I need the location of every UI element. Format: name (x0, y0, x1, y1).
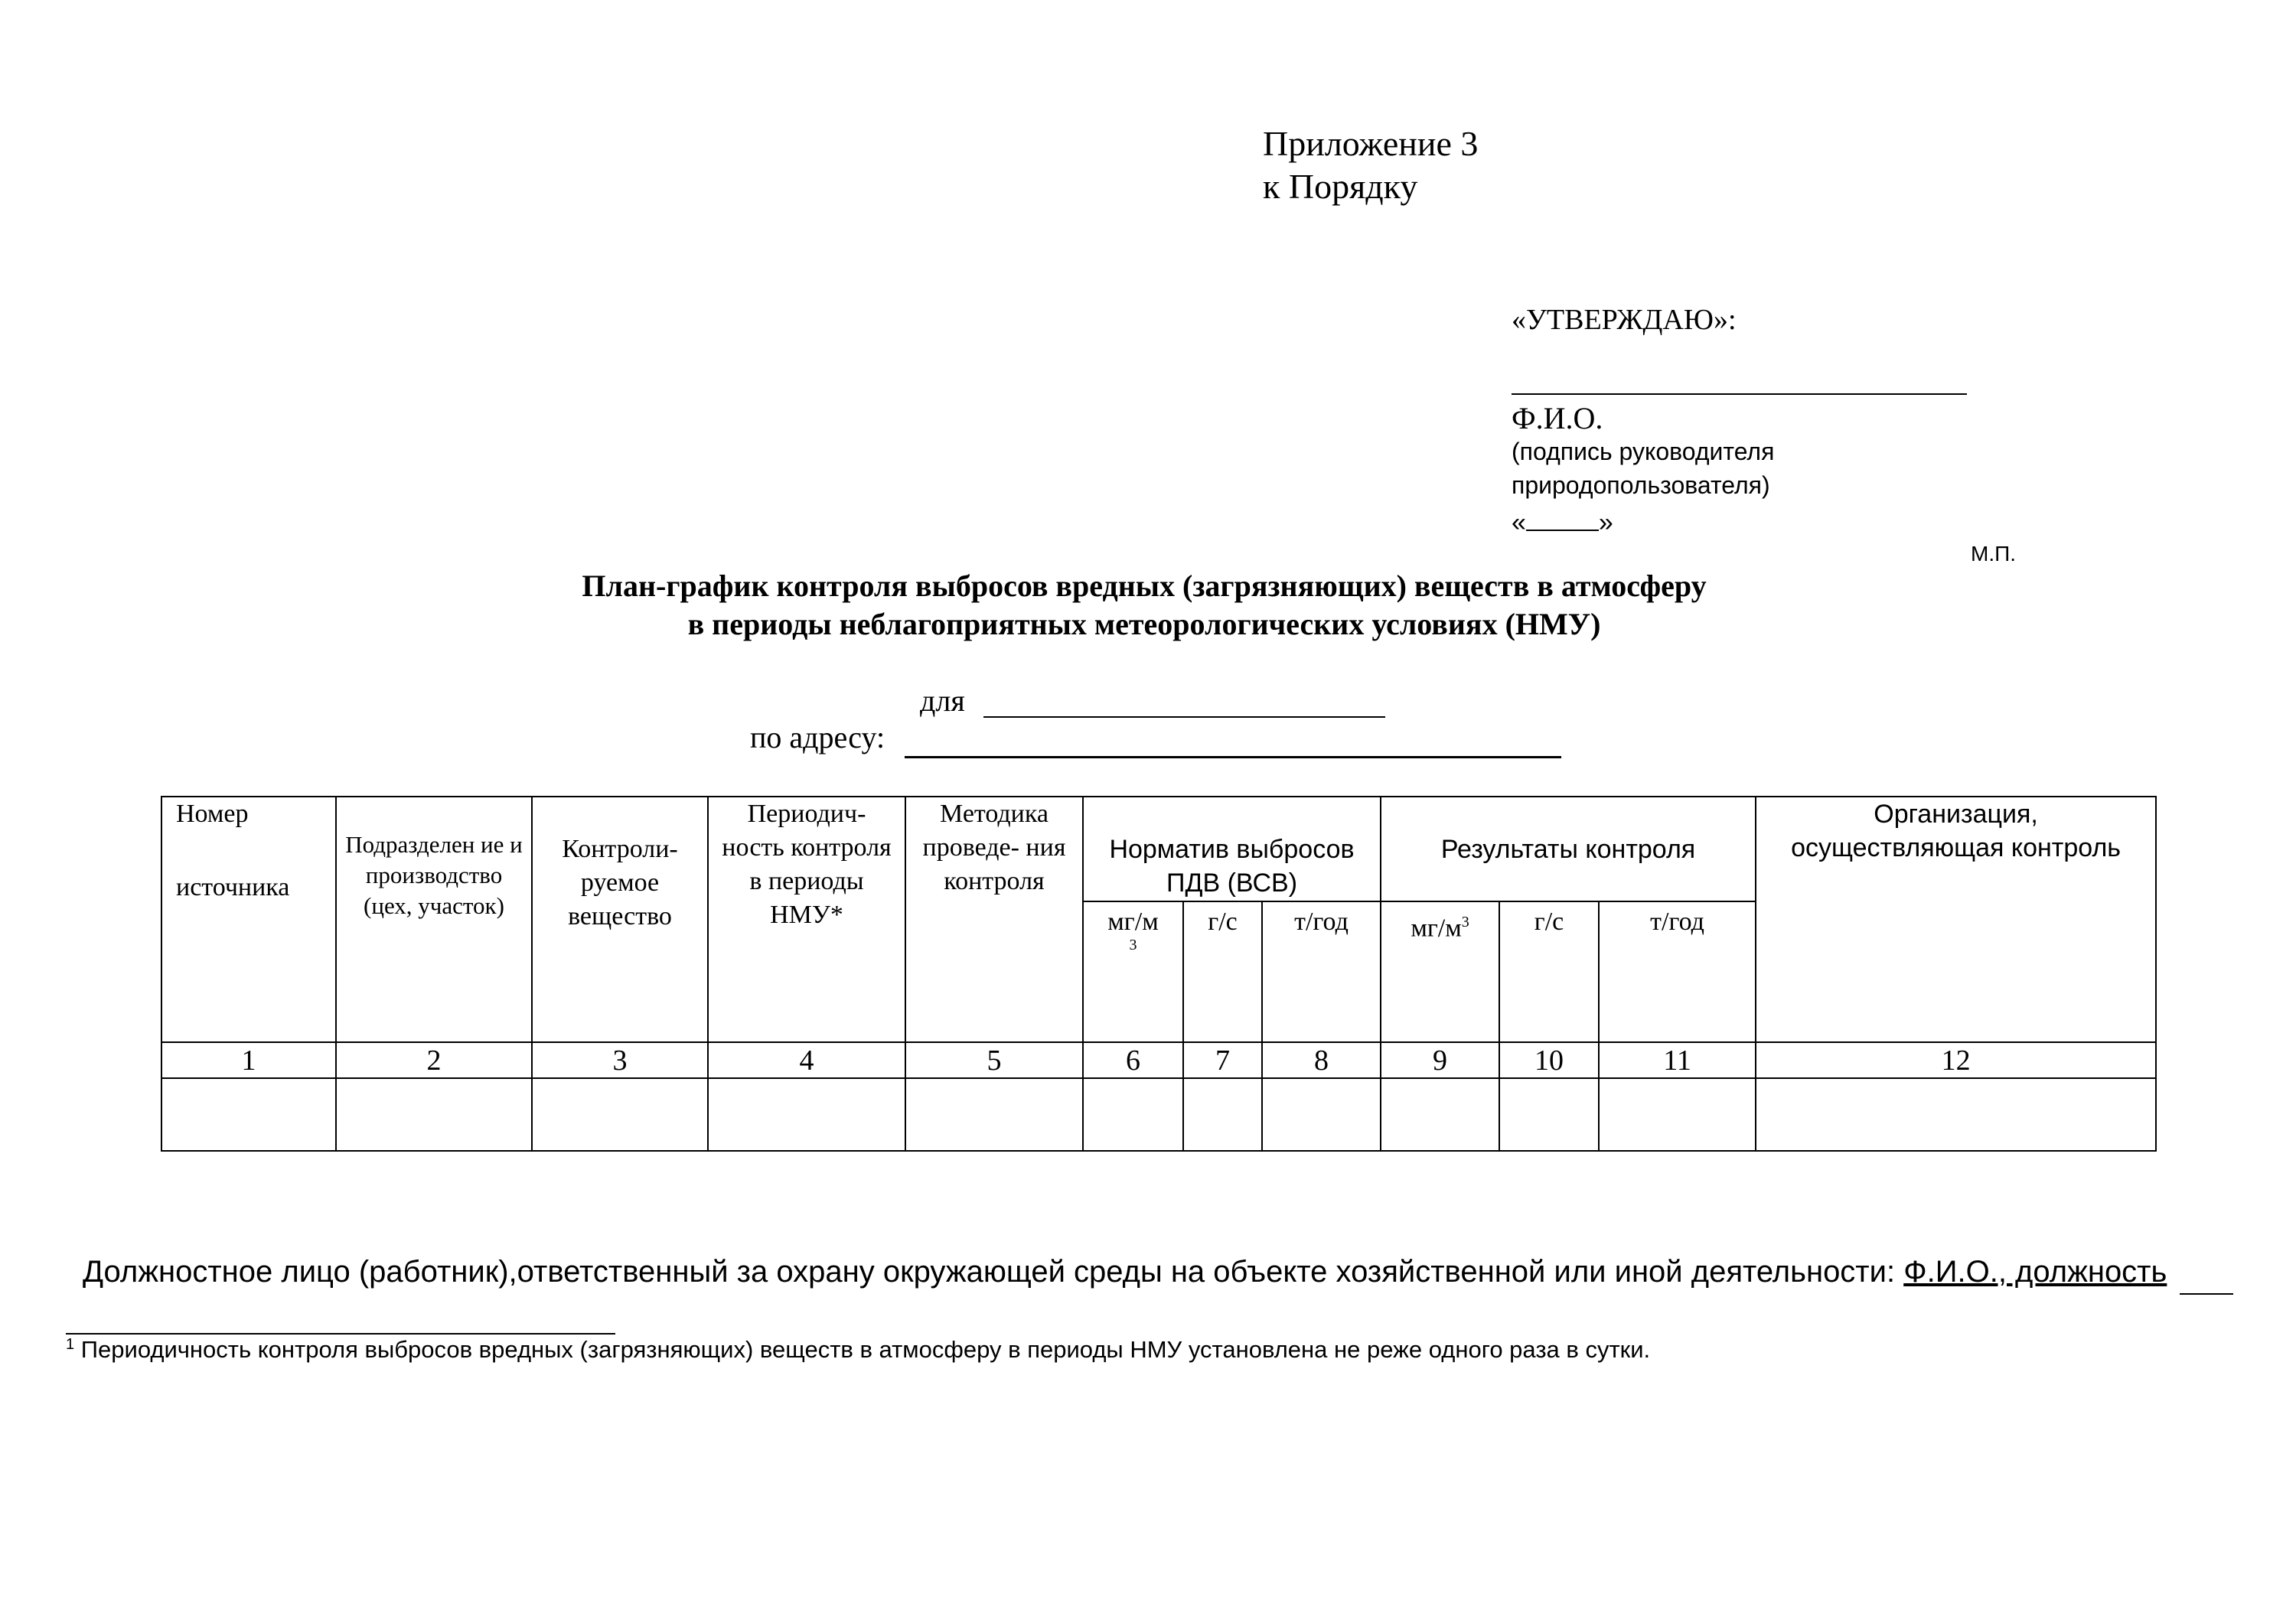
appendix-line-2: к Порядку (1263, 167, 1418, 206)
header-norm-mgm3-unit: мг/м (1107, 908, 1159, 936)
header-emission-standard: Норматив выбросов ПДВ (ВСВ) (1083, 797, 1381, 901)
signature-caption-1: (подпись руководителя (1512, 438, 1775, 465)
emissions-control-table (161, 796, 2157, 1152)
signature-line[interactable] (1512, 393, 1967, 395)
header-method: Методика проведе- ния контроля (905, 797, 1083, 1042)
signature-caption-2: природопользователя) (1512, 471, 1770, 499)
column-number: 6 (1083, 1042, 1183, 1078)
stamp-place: М.П. (1971, 542, 2017, 565)
footnote-mark: 1 (66, 1336, 75, 1353)
table-cell[interactable] (1499, 1078, 1599, 1151)
approval-fio: Ф.И.О. (1512, 401, 1603, 435)
column-number: 11 (1599, 1042, 1756, 1078)
table-cell[interactable] (1756, 1078, 2156, 1151)
responsible-person (83, 1255, 2167, 1289)
header-controlled-substance: Контроли- руемое вещество (532, 797, 708, 1042)
responsible-blank-line[interactable] (2180, 1293, 2233, 1295)
document-title-line-1: План-график контроля выбросов вредных (загрязняющих) веществ в атмосферу (582, 569, 1707, 603)
table-cell[interactable] (708, 1078, 905, 1151)
header-control-results: Результаты контроля (1381, 797, 1756, 901)
column-number: 10 (1499, 1042, 1599, 1078)
for-label: для (920, 683, 965, 718)
table-row (161, 1078, 2156, 1151)
header-norm-tyear: т/год (1262, 901, 1381, 1042)
column-numbers-row (161, 1042, 2156, 1078)
header-result-gs: г/с (1499, 901, 1599, 1042)
appendix-header (1263, 122, 1478, 208)
responsible-text: Должностное лицо (работник),ответственный за охрану окружающей среды на объекте хозяйственной или иной деятельности: (83, 1255, 1904, 1289)
column-number: 9 (1381, 1042, 1499, 1078)
column-number: 5 (905, 1042, 1083, 1078)
header-norm-mgm3-sup: 3 (1129, 937, 1137, 953)
header-result-mgm3-sup: 3 (1461, 914, 1469, 930)
date-open-quote: « (1512, 508, 1526, 537)
address-blank-line[interactable] (905, 756, 1561, 758)
approval-date-field[interactable] (1512, 508, 1613, 538)
responsible-fill[interactable]: Ф.И.О., должность (1903, 1255, 2167, 1289)
table-cell[interactable] (336, 1078, 532, 1151)
table-cell[interactable] (161, 1078, 336, 1151)
header-division: Подразделен ие и производство (цех, участок) (336, 797, 532, 1042)
date-close-quote: » (1598, 508, 1613, 537)
table-cell[interactable] (1083, 1078, 1183, 1151)
header-source-number (161, 797, 336, 1042)
approval-heading: «УТВЕРЖДАЮ»: (1512, 304, 1737, 336)
column-number: 4 (708, 1042, 905, 1078)
footnote (66, 1336, 1650, 1364)
header-source-number-line-1: Номер (176, 800, 249, 828)
date-blank[interactable] (1526, 511, 1599, 531)
for-blank-line[interactable] (983, 716, 1385, 718)
column-number: 7 (1183, 1042, 1262, 1078)
table-cell[interactable] (1381, 1078, 1499, 1151)
header-result-mgm3 (1381, 901, 1499, 1042)
column-number: 1 (161, 1042, 336, 1078)
column-number: 3 (532, 1042, 708, 1078)
document-title-line-2: в периоды неблагоприятных метеорологических условиях (НМУ) (687, 607, 1601, 641)
footnote-separator (66, 1333, 615, 1335)
header-norm-gs: г/с (1183, 901, 1262, 1042)
header-result-tyear: т/год (1599, 901, 1756, 1042)
table-cell[interactable] (532, 1078, 708, 1151)
column-number: 2 (336, 1042, 532, 1078)
table-cell[interactable] (1262, 1078, 1381, 1151)
header-norm-mgm3 (1083, 901, 1183, 1042)
table-cell[interactable] (1183, 1078, 1262, 1151)
footnote-text: Периодичность контроля выбросов вредных (загрязняющих) веществ в атмосферу в периоды НМУ установлена не реже одного раза в сутки. (74, 1336, 1651, 1363)
table-cell[interactable] (1599, 1078, 1756, 1151)
appendix-line-1: Приложение 3 (1263, 124, 1479, 163)
column-number: 12 (1756, 1042, 2156, 1078)
header-periodicity: Периодич- ность контроля в периоды НМУ* (708, 797, 905, 1042)
header-control-organization: Организация, осуществляющая контроль (1756, 797, 2156, 1042)
header-source-number-line-2: источника (176, 873, 290, 901)
column-number: 8 (1262, 1042, 1381, 1078)
address-label: по адресу: (750, 720, 885, 754)
table-cell[interactable] (905, 1078, 1083, 1151)
header-result-mgm3-unit: мг/м (1411, 914, 1462, 943)
